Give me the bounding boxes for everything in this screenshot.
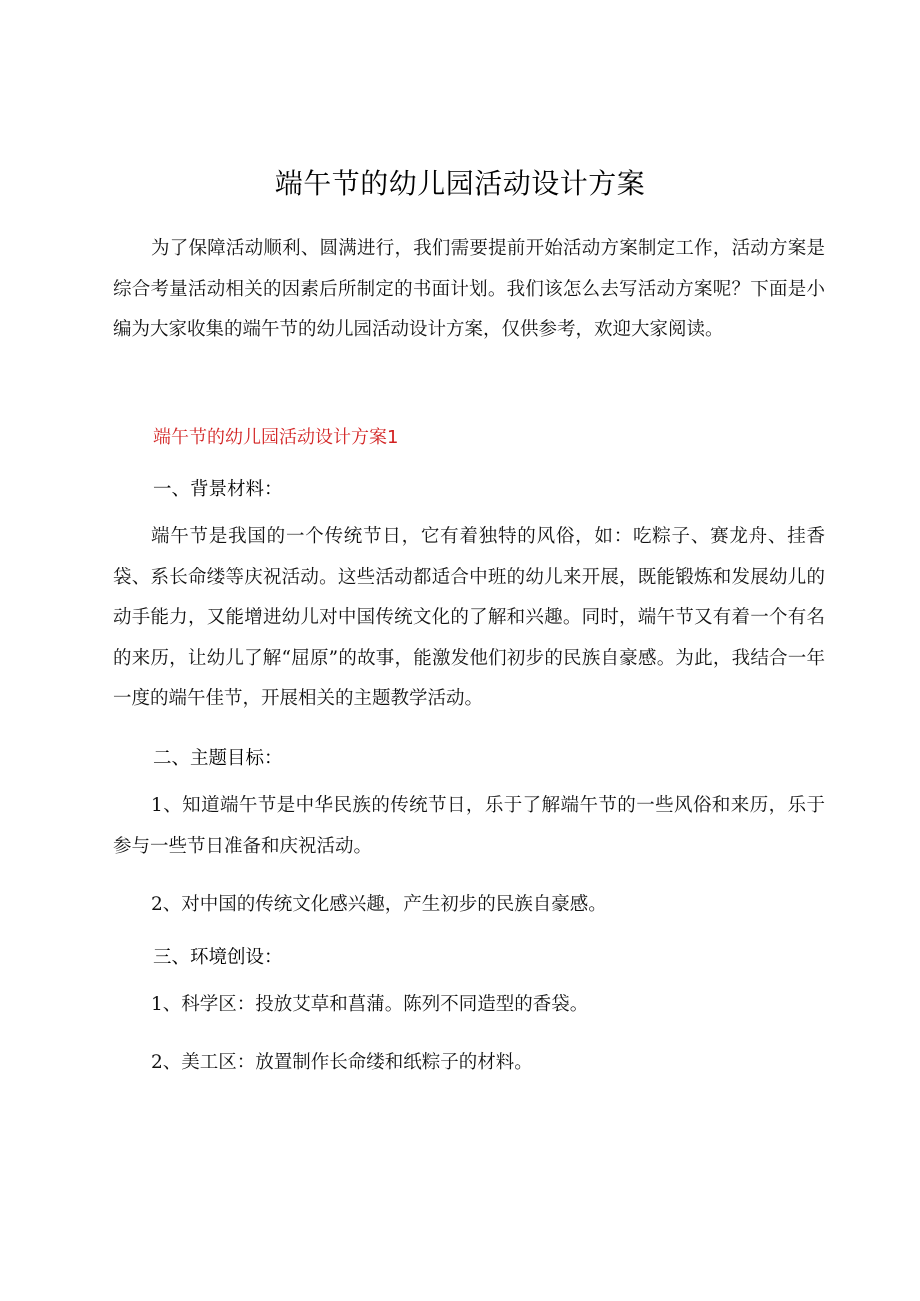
plan-subtitle: 端午节的幼儿园活动设计方案1	[153, 427, 399, 448]
section-heading-environment: 三、环境创设：	[153, 947, 283, 968]
background-paragraph: 端午节是我国的一个传统节日，它有着独特的风俗，如：吃粽子、赛龙舟、挂香袋、系长命缕等庆祝活动。这些活动都适合中班的幼儿来开展，既能锻炼和发展幼儿的动手能力，又能增进幼儿对中国传统文化的了解和兴趣。同时，端午节又有着一个有名的来历，让幼儿了解“屈原”的故事，能激发他们初步的民族自豪感。为此，我结合一年一度的端午佳节，开展相关的主题教学活动。	[113, 526, 825, 709]
intro-paragraph: 为了保障活动顺利、圆满进行，我们需要提前开始活动方案制定工作，活动方案是综合考量活动相关的因素后所制定的书面计划。我们该怎么去写活动方案呢？下面是小编为大家收集的端午节的幼儿园活动设计方案，仅供参考，欢迎大家阅读。	[113, 238, 825, 340]
goal-item-1: 1、知道端午节是中华民族的传统节日，乐于了解端午节的一些风俗和来历，乐于参与一些节日准备和庆祝活动。	[113, 795, 825, 857]
section-heading-goals: 二、主题目标：	[153, 748, 283, 769]
goal-item-2: 2、对中国的传统文化感兴趣，产生初步的民族自豪感。	[151, 894, 607, 915]
environment-item-1: 1、科学区：投放艾草和菖蒲。陈列不同造型的香袋。	[151, 994, 589, 1015]
environment-item-2: 2、美工区：放置制作长命缕和纸粽子的材料。	[151, 1052, 533, 1073]
section-heading-background: 一、背景材料：	[153, 479, 283, 500]
document-title: 端午节的幼儿园活动设计方案	[274, 167, 646, 200]
